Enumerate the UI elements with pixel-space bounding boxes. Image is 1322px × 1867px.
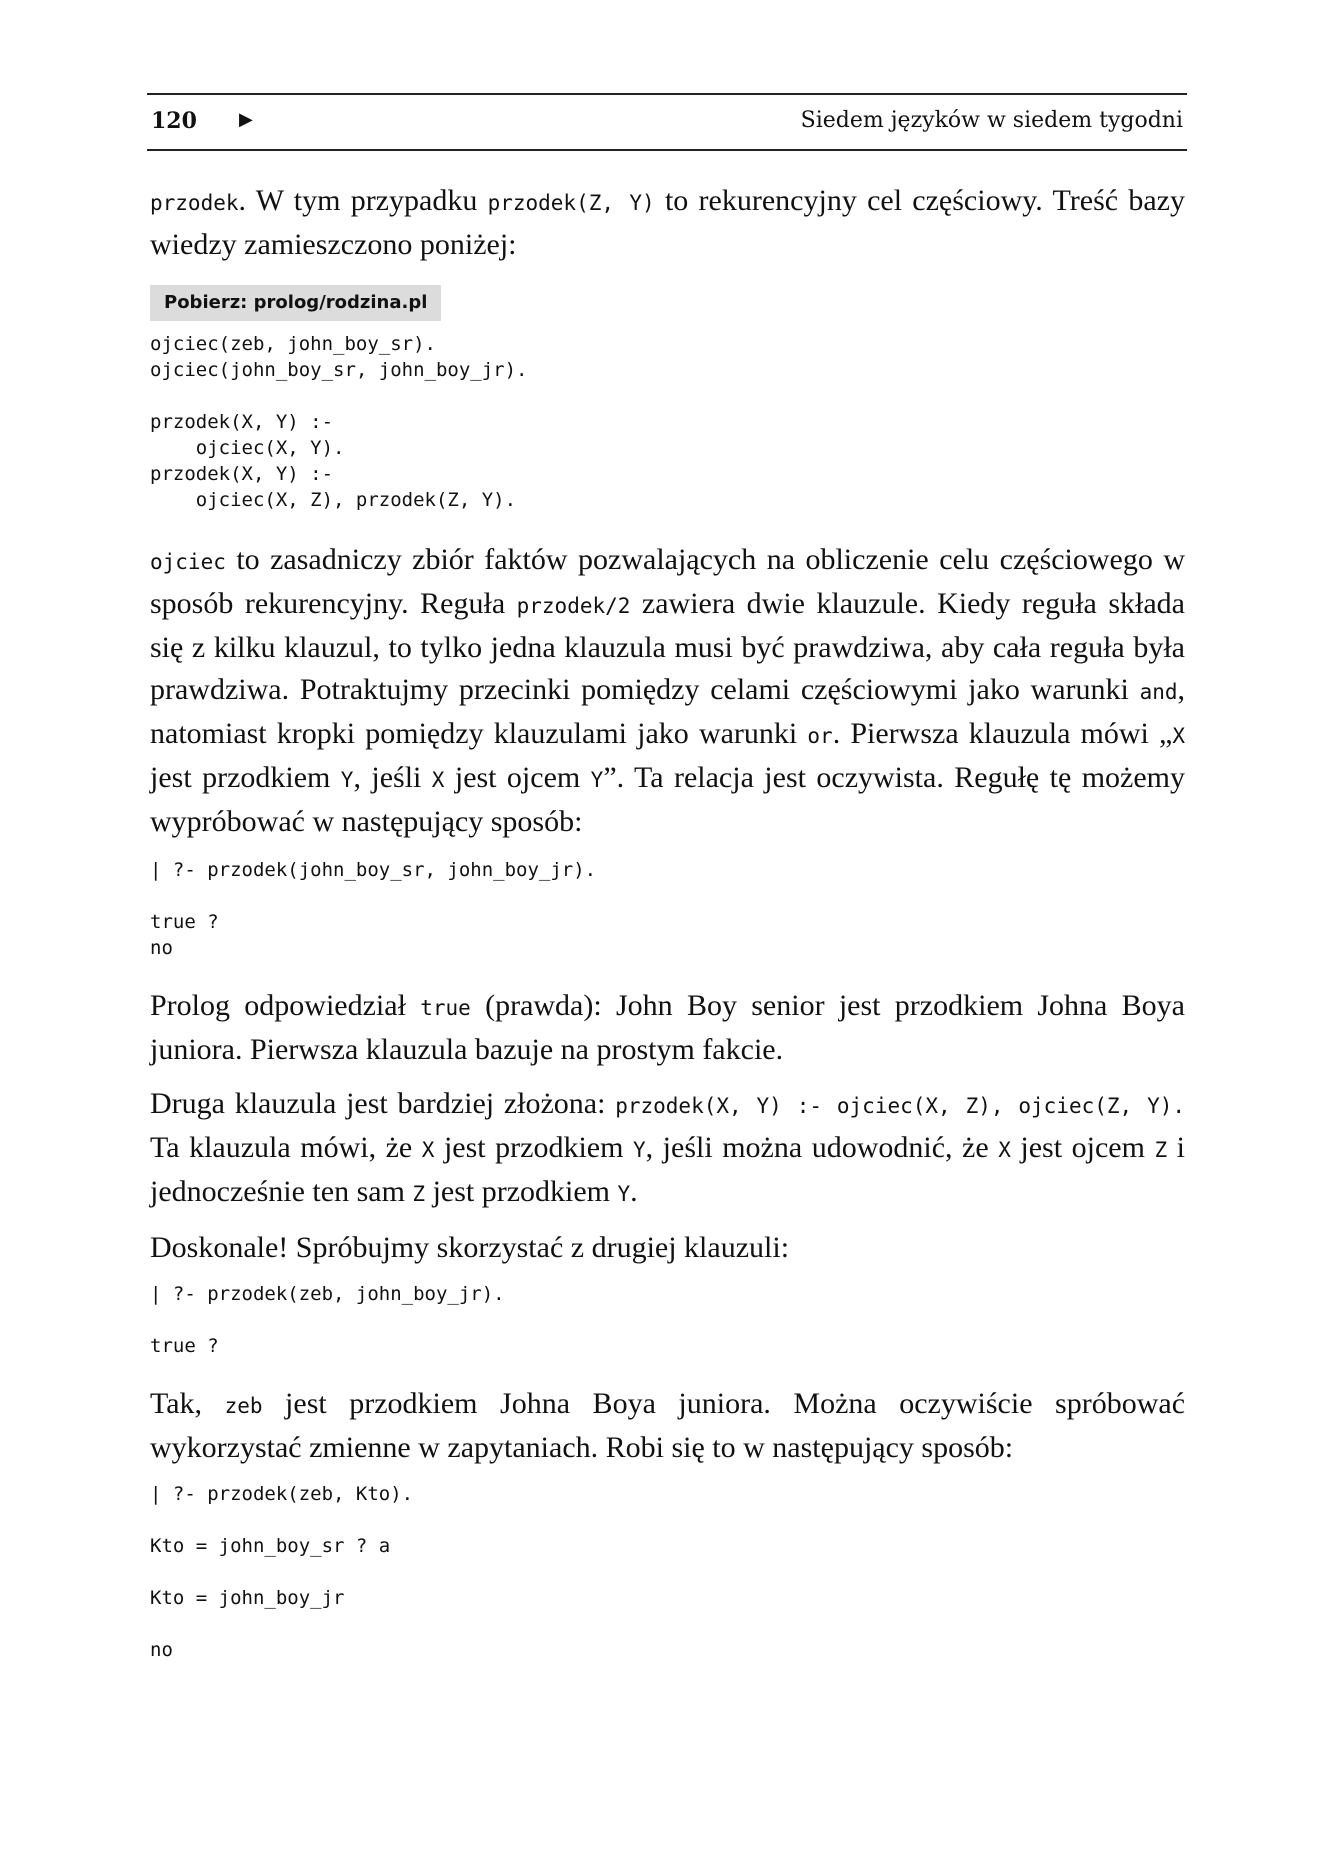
inline-code: X [431, 768, 445, 792]
text-run: Prolog odpowiedział [150, 989, 421, 1022]
inline-code: ojciec [150, 550, 226, 574]
text-run: jest przodkiem [425, 1175, 618, 1208]
inline-code: przodek [150, 191, 239, 215]
text-run: (prawda): John Boy senior jest przodkiem Johna Boya juniora. Pierwsza klauzula bazuje na prostym fakcie. [150, 989, 1185, 1066]
running-header [147, 93, 1187, 151]
code-block-query-1: | ?- przodek(john_boy_sr, john_boy_jr). true ? no [150, 859, 597, 959]
text-run: Tak, [150, 1387, 225, 1420]
inline-code: Y [632, 1138, 646, 1162]
page-number: 120 [151, 108, 197, 134]
inline-code: X [1172, 724, 1186, 748]
text-run: Ta klauzula mówi, że [150, 1131, 422, 1164]
page-content [150, 180, 1185, 1663]
text-run: jest przodkiem Johna Boya juniora. Można oczywiście spróbować wykorzystać zmienne w zapytaniach. Robi się to w następujący sposób: [150, 1387, 1186, 1464]
paragraph-try-second: Doskonale! Spróbujmy skorzystać z drugiej klauzuli: [150, 1231, 790, 1264]
paragraph-second-clause [150, 1083, 1185, 1215]
inline-code: Z [1154, 1138, 1168, 1162]
arrow-right-icon: ▶ [239, 109, 253, 130]
text-run: to rekurencyjny cel częściowy. Treść bazy wiedzy zamieszczono poniżej: [150, 184, 1185, 261]
text-run: , jeśli [353, 761, 432, 794]
inline-code: X [421, 1138, 435, 1162]
text-run: jest przodkiem [434, 1131, 633, 1164]
book-title: Siedem języków w siedem tygodni [800, 108, 1183, 133]
inline-code: or [807, 724, 833, 748]
inline-code: Y [590, 768, 604, 792]
inline-code: Y [617, 1182, 631, 1206]
text-run: . W tym przypadku [238, 184, 488, 217]
inline-code: X [998, 1138, 1011, 1162]
text-run: , natomiast kropki pomiędzy klauzulami jako warunki [150, 673, 1185, 750]
code-block-query-2: | ?- przodek(zeb, john_boy_jr). true ? [150, 1283, 505, 1357]
inline-code: przodek(Z, Y) [487, 191, 655, 215]
paragraph-intro [150, 180, 1185, 266]
inline-code: and [1139, 680, 1178, 704]
text-run: zawiera dwie klauzule. Kiedy reguła składa się z kilku klauzul, to tylko jedna klauzula musi być prawdziwa, aby cała reguła była prawdziwa. Potraktujmy przecinki pomiędzy celami częściowymi jako warunki [150, 587, 1185, 706]
paragraph-variables [150, 1383, 1185, 1469]
inline-code: przodek(X, Y) :- ojciec(X, Z), ojciec(Z, Y). [615, 1094, 1185, 1118]
inline-code: Z [412, 1182, 426, 1206]
text-run: . Pierwsza klauzula mówi „ [832, 717, 1173, 750]
code-block-knowledge-base: ojciec(zeb, john_boy_sr). ojciec(john_boy_sr, john_boy_jr). przodek(X, Y) :- ojciec(X, Y). przodek(X, Y) :- ojciec(X, Z), przodek(Z, Y). [150, 333, 528, 511]
code-block-query-3: | ?- przodek(zeb, Kto). Kto = john_boy_sr ? a Kto = john_boy_jr no [150, 1483, 414, 1661]
download-label: Pobierz: prolog/rodzina.pl [150, 285, 441, 321]
text-run: ”. Ta relacja jest oczywista. Regułę tę możemy wypróbować w następujący sposób: [150, 761, 1186, 838]
text-run: jest przodkiem [150, 761, 341, 794]
paragraph-explanation [150, 539, 1185, 843]
paragraph-result [150, 985, 1185, 1071]
text-run: to zasadniczy zbiór faktów pozwalających na obliczenie celu częściowego w sposób rekurencyjny. Reguła [150, 543, 1185, 620]
text-run: jest ojcem [1010, 1131, 1155, 1164]
text-run: jest ojcem [444, 761, 591, 794]
text-run: . [630, 1175, 638, 1208]
text-run: Druga klauzula jest bardziej złożona: [150, 1087, 616, 1120]
text-run: i jednocześnie ten sam [150, 1131, 1185, 1208]
inline-code: true [420, 996, 471, 1020]
text-run: , jeśli można udowodnić, że [645, 1131, 999, 1164]
inline-code: zeb [224, 1394, 263, 1418]
inline-code: przodek/2 [516, 594, 631, 618]
inline-code: Y [340, 768, 354, 792]
